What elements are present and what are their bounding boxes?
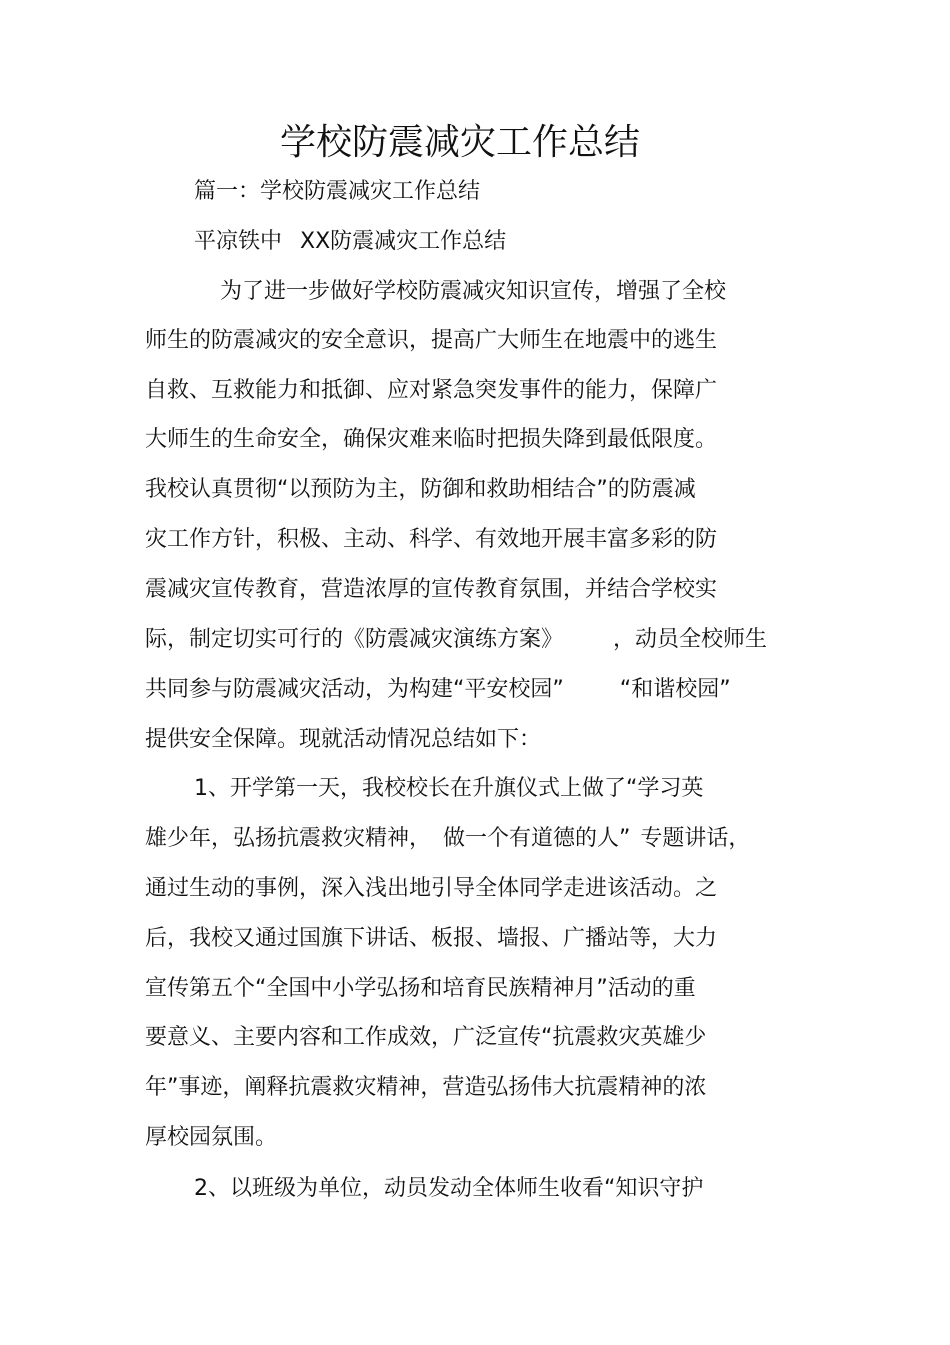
line-segment: ，动员全校师生: [613, 627, 768, 652]
byline: [194, 227, 506, 257]
document-title: 学校防震减灾工作总结: [279, 122, 640, 163]
paragraph-line: 提供安全保障。现就活动情况总结如下：: [145, 727, 542, 752]
paragraph-line: 为了进一步做好学校防震减灾知识宣传，增强了全校: [220, 279, 727, 304]
paragraph-line: 灾工作方针，积极、主动、科学、有效地开展丰富多彩的防: [145, 527, 718, 552]
list-item-1-line: 通过生动的事例，深入浅出地引导全体同学走进该活动。之: [145, 876, 718, 901]
line-segment: 共同参与防震减灾活动，为构建“平安校园”: [145, 677, 564, 702]
list-item-1-line: 厚校园氛围。: [145, 1125, 278, 1150]
byline-subject: XX防震减灾工作总结: [300, 229, 507, 254]
paragraph-line: 震减灾宣传教育，营造浓厚的宣传教育氛围，并结合学校实: [145, 577, 718, 602]
line-segment: “和谐校园”: [619, 677, 731, 702]
section-heading: 篇一：学校防震减灾工作总结: [194, 179, 481, 204]
paragraph-line: 我校认真贯彻“以预防为主，防御和救助相结合”的防震减: [145, 477, 696, 502]
line-segment: 际，制定切实可行的《防震减灾演练方案》: [145, 627, 564, 652]
paragraph-line: [145, 675, 731, 705]
line-segment: 专题讲话，: [640, 826, 751, 851]
list-item-1-line: 年”事迹，阐释抗震救灾精神，营造弘扬伟大抗震精神的浓: [145, 1075, 707, 1100]
line-segment: 雄少年，弘扬抗震救灾精神，: [145, 826, 432, 851]
list-item-1-line: 后，我校又通过国旗下讲话、板报、墙报、广播站等，大力: [145, 926, 718, 951]
list-item-1-line: 宣传第五个“全国中小学弘扬和培育民族精神月”活动的重: [145, 976, 696, 1001]
paragraph-line: 师生的防震减灾的安全意识，提高广大师生在地震中的逃生: [145, 328, 718, 353]
line-segment: 做一个有道德的人”: [443, 826, 631, 851]
paragraph-line: 自救、互救能力和抵御、应对紧急突发事件的能力，保障广: [145, 378, 718, 403]
list-item-2-line: 2、以班级为单位，动员发动全体师生收看“知识守护: [194, 1176, 704, 1201]
paragraph-line: 大师生的生命安全，确保灾难来临时把损失降到最低限度。: [145, 427, 718, 452]
list-item-1-line: [145, 824, 750, 854]
list-item-1-line: 1、开学第一天，我校校长在升旗仪式上做了“学习英: [194, 776, 704, 801]
byline-school: 平凉铁中: [194, 229, 283, 254]
paragraph-line: [145, 625, 767, 655]
list-item-1-line: 要意义、主要内容和工作成效，广泛宣传“抗震救灾英雄少: [145, 1025, 707, 1050]
